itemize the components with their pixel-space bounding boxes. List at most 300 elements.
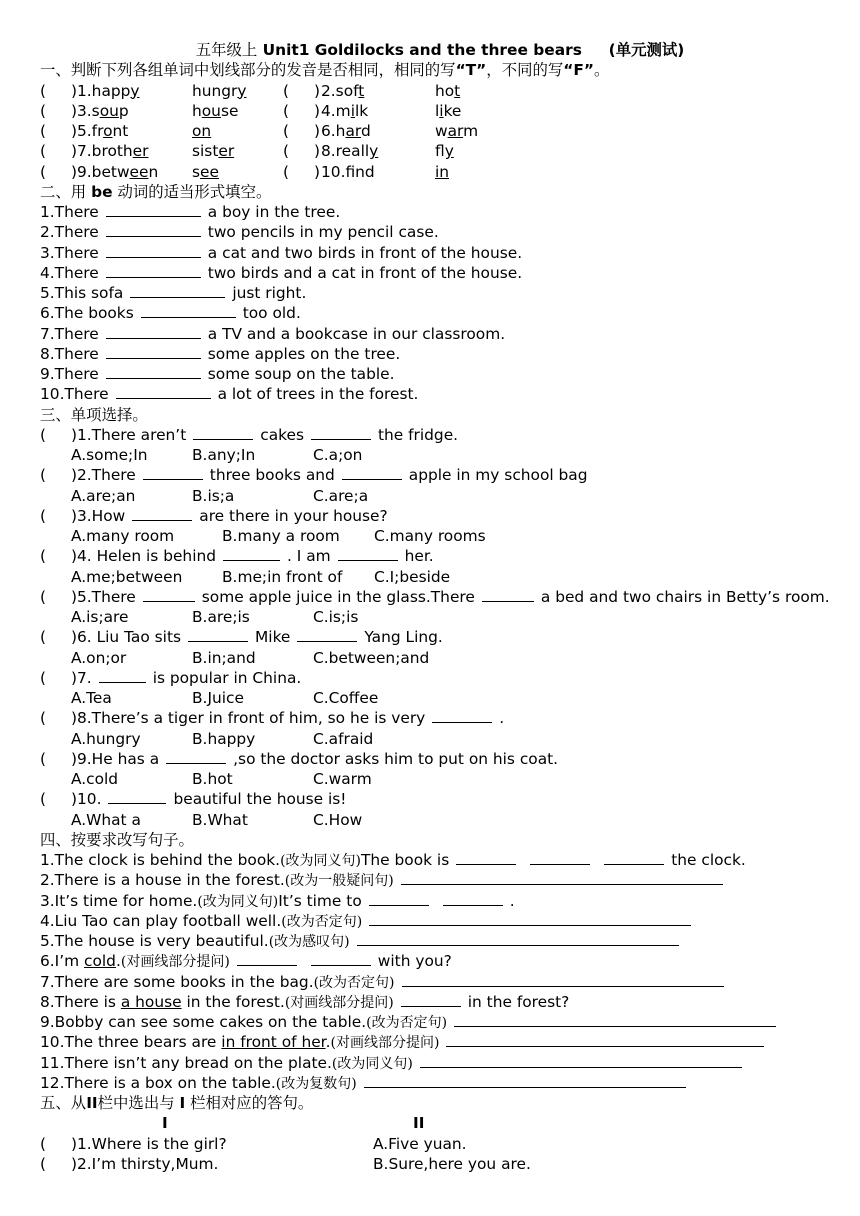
underlined-letters: ee bbox=[200, 162, 219, 181]
item-prefix: 10.There bbox=[40, 385, 109, 404]
sentence-part: 4.Liu Tao can play football well. bbox=[40, 911, 282, 930]
pronunciation-row bbox=[40, 121, 840, 141]
item-suffix: just right. bbox=[232, 284, 307, 302]
word-part: 1.happ bbox=[77, 81, 131, 100]
item-suffix: two birds and a cat in front of the house. bbox=[207, 263, 523, 282]
word-part: 6.h bbox=[321, 122, 346, 140]
word-part: 3.s bbox=[77, 101, 100, 120]
section4-rows bbox=[40, 850, 840, 1093]
question-part: a bed and two chairs in Betty’s room. bbox=[540, 587, 830, 606]
option-c: C.are;a bbox=[313, 486, 369, 505]
question-part: beautiful the house is! bbox=[173, 790, 347, 809]
question-part: three books and bbox=[209, 466, 335, 485]
rewrite-item bbox=[40, 972, 840, 992]
fill-in-item bbox=[40, 303, 840, 323]
word-part: 8.reall bbox=[321, 142, 370, 161]
word-part: lk bbox=[354, 101, 369, 120]
word-part: d bbox=[360, 122, 371, 140]
answer-blank[interactable] bbox=[106, 243, 201, 258]
question-part: 7. bbox=[77, 668, 92, 687]
question-part: . I am bbox=[287, 547, 331, 566]
underlined-letters: ou bbox=[201, 101, 221, 120]
question-text bbox=[77, 708, 504, 728]
option-b: B.Juice bbox=[192, 689, 244, 707]
title-unit: Unit1 Goldilocks and the three bears bbox=[262, 41, 582, 59]
underlined-letters: y bbox=[369, 142, 379, 161]
underlined-letters: y bbox=[237, 81, 247, 100]
option-b: B.is;a bbox=[192, 486, 235, 505]
section5-heading-post: 栏相对应的答句。 bbox=[185, 1094, 314, 1112]
fill-in-item bbox=[40, 243, 840, 263]
answer-blank[interactable] bbox=[132, 506, 192, 521]
mc-question bbox=[40, 749, 840, 769]
mc-question bbox=[40, 708, 840, 728]
answer-blank[interactable] bbox=[143, 587, 195, 602]
answer-blank[interactable] bbox=[108, 789, 166, 804]
option-c: C.How bbox=[313, 810, 363, 829]
fill-in-item bbox=[40, 222, 840, 242]
word-left bbox=[77, 101, 129, 121]
answer-paren-close: ) bbox=[71, 466, 78, 485]
word-right-compare bbox=[435, 121, 478, 141]
item-prefix: 6.The books bbox=[40, 304, 134, 323]
answer-paren-open: ( bbox=[40, 668, 47, 687]
answer-blank[interactable] bbox=[604, 850, 664, 865]
mc-options bbox=[40, 526, 840, 546]
item-suffix: a lot of trees in the forest. bbox=[217, 385, 419, 404]
underlined-letters: er bbox=[132, 142, 149, 161]
question-text bbox=[77, 546, 434, 566]
word-part: s bbox=[192, 162, 201, 181]
answer-blank[interactable] bbox=[106, 222, 201, 237]
be-keyword: be bbox=[91, 182, 113, 201]
answer-paren-close: ) bbox=[314, 81, 321, 100]
instruction-note: (对画线部分提问) bbox=[330, 1035, 440, 1052]
section5-rows bbox=[40, 1134, 840, 1175]
underlined-phrase: in front of her bbox=[221, 1033, 326, 1052]
answer-paren-close: ) bbox=[71, 101, 78, 120]
instruction-note: (改为同义句) bbox=[280, 853, 361, 869]
option-a: A.Tea bbox=[71, 689, 112, 707]
underlined-letters: o bbox=[103, 122, 113, 140]
item-prefix: 1.There bbox=[40, 203, 99, 221]
option-b: B.me;in front of bbox=[222, 567, 343, 586]
answer-blank[interactable] bbox=[364, 1073, 686, 1088]
answer-blank[interactable] bbox=[311, 425, 371, 440]
answer-paren-open: ( bbox=[40, 547, 47, 566]
answer-blank[interactable] bbox=[193, 425, 253, 440]
fill-in-item bbox=[40, 324, 840, 344]
option-b: B.are;is bbox=[192, 608, 250, 626]
fill-in-item bbox=[40, 344, 840, 364]
answer-paren-open: ( bbox=[40, 122, 47, 140]
fill-in-item bbox=[40, 263, 840, 283]
section5-column-headers bbox=[40, 1113, 840, 1133]
sentence-part: 7.There are some books in the bag. bbox=[40, 972, 314, 991]
word-right-compare bbox=[435, 101, 461, 121]
answer-blank[interactable] bbox=[369, 911, 691, 926]
answer-blank[interactable] bbox=[223, 546, 280, 561]
answer-blank[interactable] bbox=[443, 891, 503, 906]
option-b: B.hot bbox=[192, 770, 233, 788]
instruction-note: (改为否定句) bbox=[313, 974, 395, 991]
answer-blank[interactable] bbox=[116, 384, 211, 399]
word-part: ke bbox=[443, 101, 462, 120]
mc-question bbox=[40, 465, 840, 485]
question-text bbox=[77, 425, 458, 445]
sentence-part: in the forest? bbox=[467, 992, 570, 1011]
option-c: C.afraid bbox=[313, 729, 374, 748]
pronunciation-row bbox=[40, 162, 840, 182]
answer-blank[interactable] bbox=[106, 263, 201, 278]
option-a: A.hungry bbox=[71, 729, 141, 748]
question-text bbox=[77, 749, 558, 769]
answer-blank[interactable] bbox=[106, 324, 201, 339]
mc-options bbox=[40, 445, 840, 465]
word-right-compare bbox=[435, 81, 460, 101]
answer-paren-open: ( bbox=[40, 425, 47, 444]
answer-paren-close: ) bbox=[71, 425, 78, 444]
option-b: B.any;In bbox=[192, 446, 256, 464]
word-left bbox=[77, 81, 140, 101]
answer-paren-open: ( bbox=[283, 142, 290, 161]
sentence-part: 10.The three bears are bbox=[40, 1033, 222, 1052]
column-ii-header: II bbox=[413, 1114, 425, 1133]
word-right bbox=[321, 141, 378, 161]
option-c: C.a;on bbox=[313, 446, 363, 464]
answer-blank[interactable] bbox=[166, 749, 226, 764]
column-i-header: I bbox=[162, 1114, 168, 1133]
answer-blank[interactable] bbox=[530, 850, 590, 865]
answer-blank[interactable] bbox=[357, 931, 679, 946]
section5-heading-i: I bbox=[179, 1094, 186, 1112]
rewrite-item bbox=[40, 891, 840, 911]
item-suffix: some apples on the tree. bbox=[207, 344, 401, 363]
sentence-part: 2.There is a house in the forest. bbox=[40, 871, 285, 890]
answer-blank[interactable] bbox=[99, 668, 146, 683]
answer-paren-close: ) bbox=[71, 790, 78, 809]
option-b: B.What bbox=[192, 810, 248, 829]
answer-blank[interactable] bbox=[338, 546, 398, 561]
underlined-letters: t bbox=[358, 81, 365, 100]
item-suffix: two pencils in my pencil case. bbox=[207, 223, 439, 242]
answer-blank[interactable] bbox=[454, 1012, 776, 1027]
word-right-compare bbox=[435, 162, 449, 182]
sentence-part: 9.Bobby can see some cakes on the table. bbox=[40, 1013, 367, 1031]
answer-blank[interactable] bbox=[106, 364, 201, 379]
answer-paren-close: ) bbox=[314, 122, 321, 140]
item-suffix: some soup on the table. bbox=[207, 365, 395, 383]
answer-blank[interactable] bbox=[143, 465, 203, 480]
answer-paren-close: ) bbox=[71, 1134, 78, 1153]
question-text bbox=[77, 506, 388, 526]
option-a: A.many room bbox=[71, 527, 175, 545]
section1-rows bbox=[40, 81, 840, 182]
t-mark: “T” bbox=[455, 61, 487, 80]
answer-paren-close: ) bbox=[71, 142, 78, 161]
worksheet-title bbox=[40, 40, 840, 60]
column-ii-answer: A.Five yuan. bbox=[373, 1134, 467, 1153]
question-part: are there in your house? bbox=[199, 506, 388, 525]
word-part: p bbox=[118, 101, 129, 120]
sentence-part: The book is bbox=[361, 851, 450, 869]
word-right bbox=[321, 162, 375, 182]
mc-options bbox=[40, 729, 840, 749]
question-part: Mike bbox=[255, 628, 291, 647]
word-part: nt bbox=[112, 122, 129, 140]
question-part: her. bbox=[404, 547, 434, 566]
section3-rows bbox=[40, 425, 840, 830]
answer-blank[interactable] bbox=[446, 1032, 764, 1047]
answer-paren-close: ) bbox=[71, 587, 78, 606]
question-part: some apple juice in the glass.There bbox=[201, 587, 475, 606]
mc-options bbox=[40, 688, 840, 708]
word-part: se bbox=[220, 101, 239, 120]
sentence-part: in the forest. bbox=[181, 992, 285, 1011]
word-left-compare bbox=[192, 162, 219, 182]
answer-blank[interactable] bbox=[237, 951, 297, 966]
word-part: n bbox=[148, 162, 159, 181]
answer-paren-open: ( bbox=[283, 101, 290, 120]
word-part: 10.f bbox=[321, 162, 356, 181]
answer-paren-open: ( bbox=[40, 101, 47, 120]
word-part: nd bbox=[355, 162, 375, 181]
question-part: apple in my school bag bbox=[408, 466, 588, 485]
answer-blank[interactable] bbox=[188, 627, 248, 642]
answer-paren-close: ) bbox=[71, 1154, 78, 1173]
word-part: ho bbox=[435, 81, 455, 100]
rewrite-item bbox=[40, 870, 840, 890]
section1-heading-end: 。 bbox=[594, 61, 610, 80]
rewrite-item bbox=[40, 1073, 840, 1093]
answer-paren-close: ) bbox=[71, 668, 78, 687]
mc-options bbox=[40, 607, 840, 627]
option-c: C.I;beside bbox=[374, 567, 451, 586]
question-text bbox=[77, 627, 443, 647]
mc-options bbox=[40, 567, 840, 587]
option-b: B.many a room bbox=[222, 527, 340, 545]
answer-paren-open: ( bbox=[40, 1154, 47, 1173]
answer-blank[interactable] bbox=[456, 850, 516, 865]
fill-in-item bbox=[40, 283, 840, 303]
answer-paren-close: ) bbox=[71, 749, 78, 768]
answer-paren-close: ) bbox=[71, 81, 78, 100]
title-tag: (单元测试) bbox=[608, 41, 685, 59]
item-prefix: 4.There bbox=[40, 263, 99, 282]
word-left-compare bbox=[192, 81, 246, 101]
underlined-letters: ar bbox=[447, 122, 464, 140]
section1-heading-mid: ，不同的写 bbox=[486, 61, 564, 80]
word-right bbox=[321, 121, 371, 141]
answer-paren-close: ) bbox=[314, 162, 321, 181]
answer-blank[interactable] bbox=[141, 303, 236, 318]
rewrite-item bbox=[40, 1032, 840, 1052]
question-part: . bbox=[499, 709, 505, 728]
answer-blank[interactable] bbox=[402, 972, 724, 987]
mc-question bbox=[40, 789, 840, 809]
pronunciation-row bbox=[40, 101, 840, 121]
word-part: l bbox=[435, 101, 440, 120]
item-prefix: 3.There bbox=[40, 243, 99, 262]
answer-paren-open: ( bbox=[40, 749, 47, 768]
column-ii-answer: B.Sure,here you are. bbox=[373, 1154, 531, 1173]
word-left-compare bbox=[192, 101, 238, 121]
section1-heading-text: 一、判断下列各组单词中划线部分的发音是否相同，相同的写 bbox=[40, 61, 456, 80]
section2-heading bbox=[40, 182, 840, 202]
question-text bbox=[77, 587, 830, 607]
instruction-note: (改为同义句) bbox=[331, 1055, 413, 1072]
question-part: 4. Helen is behind bbox=[77, 547, 216, 566]
rewrite-item bbox=[40, 931, 840, 951]
answer-paren-open: ( bbox=[40, 587, 47, 606]
answer-paren-open: ( bbox=[283, 162, 290, 181]
word-left bbox=[77, 121, 128, 141]
instruction-note: (对画线部分提问) bbox=[284, 994, 394, 1011]
section5-heading bbox=[40, 1093, 840, 1113]
mc-options bbox=[40, 769, 840, 789]
word-part: fl bbox=[435, 142, 445, 161]
sentence-part: . bbox=[509, 891, 515, 910]
mc-options bbox=[40, 486, 840, 506]
column-i-question: 2.I’m thirsty,Mum. bbox=[77, 1154, 219, 1173]
answer-paren-open: ( bbox=[40, 81, 47, 100]
answer-paren-open: ( bbox=[40, 162, 47, 181]
answer-paren-close: ) bbox=[71, 122, 78, 140]
mc-options bbox=[40, 810, 840, 830]
underlined-letters: ee bbox=[129, 162, 149, 181]
option-a: A.cold bbox=[71, 770, 119, 788]
answer-blank[interactable] bbox=[369, 891, 429, 906]
title-grade: 五年级上 bbox=[195, 41, 258, 59]
word-left-compare bbox=[192, 141, 234, 161]
answer-blank[interactable] bbox=[401, 870, 723, 885]
item-prefix: 8.There bbox=[40, 344, 99, 363]
sentence-part: 8.There is bbox=[40, 992, 121, 1011]
mc-question bbox=[40, 627, 840, 647]
instruction-note: (对画线部分提问) bbox=[120, 954, 230, 971]
word-part: m bbox=[463, 122, 479, 140]
answer-paren-close: ) bbox=[71, 162, 78, 181]
rewrite-item bbox=[40, 951, 840, 971]
underlined-letters: t bbox=[454, 81, 461, 100]
matching-row bbox=[40, 1154, 840, 1174]
word-left bbox=[77, 141, 148, 161]
answer-paren-open: ( bbox=[40, 790, 47, 809]
rewrite-item bbox=[40, 1053, 840, 1073]
column-i-question: 1.Where is the girl? bbox=[77, 1134, 227, 1153]
sentence-part: . bbox=[115, 952, 121, 971]
answer-blank[interactable] bbox=[130, 283, 225, 298]
item-prefix: 5.This sofa bbox=[40, 284, 124, 302]
instruction-note: (改为否定句) bbox=[366, 1015, 448, 1031]
answer-paren-open: ( bbox=[40, 466, 47, 485]
answer-paren-open: ( bbox=[40, 142, 47, 161]
mc-question bbox=[40, 587, 840, 607]
sentence-part: 12.There is a box on the table. bbox=[40, 1073, 276, 1092]
option-c: C.between;and bbox=[313, 648, 430, 667]
answer-blank[interactable] bbox=[420, 1053, 742, 1068]
answer-paren-open: ( bbox=[40, 709, 47, 728]
answer-blank[interactable] bbox=[311, 951, 371, 966]
word-part: 7.broth bbox=[77, 142, 133, 161]
section2-heading-pre: 二、用 bbox=[40, 182, 92, 201]
instruction-note: (改为一般疑问句) bbox=[284, 873, 394, 890]
section2-heading-post: 动词的适当形式填空。 bbox=[112, 182, 272, 201]
answer-paren-open: ( bbox=[40, 506, 47, 525]
answer-blank[interactable] bbox=[401, 992, 461, 1007]
rewrite-item bbox=[40, 992, 840, 1012]
word-part: 2.sof bbox=[321, 81, 359, 100]
section3-heading: 三、单项选择。 bbox=[40, 405, 148, 424]
question-text bbox=[77, 789, 346, 809]
pronunciation-row bbox=[40, 141, 840, 161]
underlined-phrase: a house bbox=[120, 992, 182, 1011]
answer-paren-open: ( bbox=[40, 628, 47, 647]
underlined-letters: on bbox=[192, 122, 212, 140]
word-right bbox=[321, 101, 368, 121]
sentence-part: with you? bbox=[377, 952, 452, 971]
question-part: 8.There’s a tiger in front of him, so he is very bbox=[77, 709, 426, 728]
underlined-letters: i bbox=[350, 101, 355, 120]
question-part: 2.There bbox=[77, 466, 136, 485]
question-part: ,so the doctor asks him to put on his coat. bbox=[233, 749, 559, 768]
word-right bbox=[321, 81, 364, 101]
option-a: A.What a bbox=[71, 810, 141, 829]
instruction-note: (改为感叹句) bbox=[268, 934, 350, 950]
option-b: B.happy bbox=[192, 729, 256, 748]
option-c: C.Coffee bbox=[313, 689, 379, 707]
question-part: the fridge. bbox=[377, 425, 459, 444]
item-prefix: 2.There bbox=[40, 223, 99, 242]
mc-question bbox=[40, 425, 840, 445]
option-c: C.many rooms bbox=[374, 527, 486, 545]
instruction-note: (改为复数句) bbox=[275, 1075, 357, 1092]
question-part: cakes bbox=[260, 425, 304, 444]
item-prefix: 7.There bbox=[40, 324, 99, 343]
question-part: 3.How bbox=[77, 506, 126, 525]
sentence-part: 1.The clock is behind the book. bbox=[40, 851, 281, 869]
f-mark: “F” bbox=[563, 61, 595, 80]
answer-paren-close: ) bbox=[71, 506, 78, 525]
answer-blank[interactable] bbox=[432, 708, 492, 723]
section5-heading-pre: 五、从 bbox=[40, 1094, 87, 1112]
answer-blank[interactable] bbox=[106, 202, 201, 217]
item-suffix: a TV and a bookcase in our classroom. bbox=[207, 324, 506, 343]
underlined-letters: y bbox=[444, 142, 454, 161]
answer-paren-close: ) bbox=[314, 142, 321, 161]
matching-row bbox=[40, 1134, 840, 1154]
answer-blank[interactable] bbox=[106, 344, 201, 359]
sentence-part: 5.The house is very beautiful. bbox=[40, 932, 269, 950]
option-a: A.on;or bbox=[71, 648, 127, 667]
fill-in-item bbox=[40, 364, 840, 384]
section4-heading: 四、按要求改写句子。 bbox=[40, 830, 194, 849]
answer-blank[interactable] bbox=[482, 587, 534, 602]
item-prefix: 9.There bbox=[40, 365, 99, 383]
answer-blank[interactable] bbox=[297, 627, 357, 642]
word-right-compare bbox=[435, 141, 454, 161]
pronunciation-row bbox=[40, 81, 840, 101]
word-left bbox=[77, 162, 158, 182]
answer-paren-close: ) bbox=[71, 709, 78, 728]
answer-blank[interactable] bbox=[342, 465, 402, 480]
sentence-part: 11.There isn’t any bread on the plate. bbox=[40, 1053, 332, 1072]
option-a: A.is;are bbox=[71, 608, 129, 626]
answer-paren-close: ) bbox=[71, 547, 78, 566]
underlined-letters: er bbox=[218, 142, 235, 161]
underlined-phrase: cold bbox=[84, 952, 116, 971]
mc-question bbox=[40, 546, 840, 566]
